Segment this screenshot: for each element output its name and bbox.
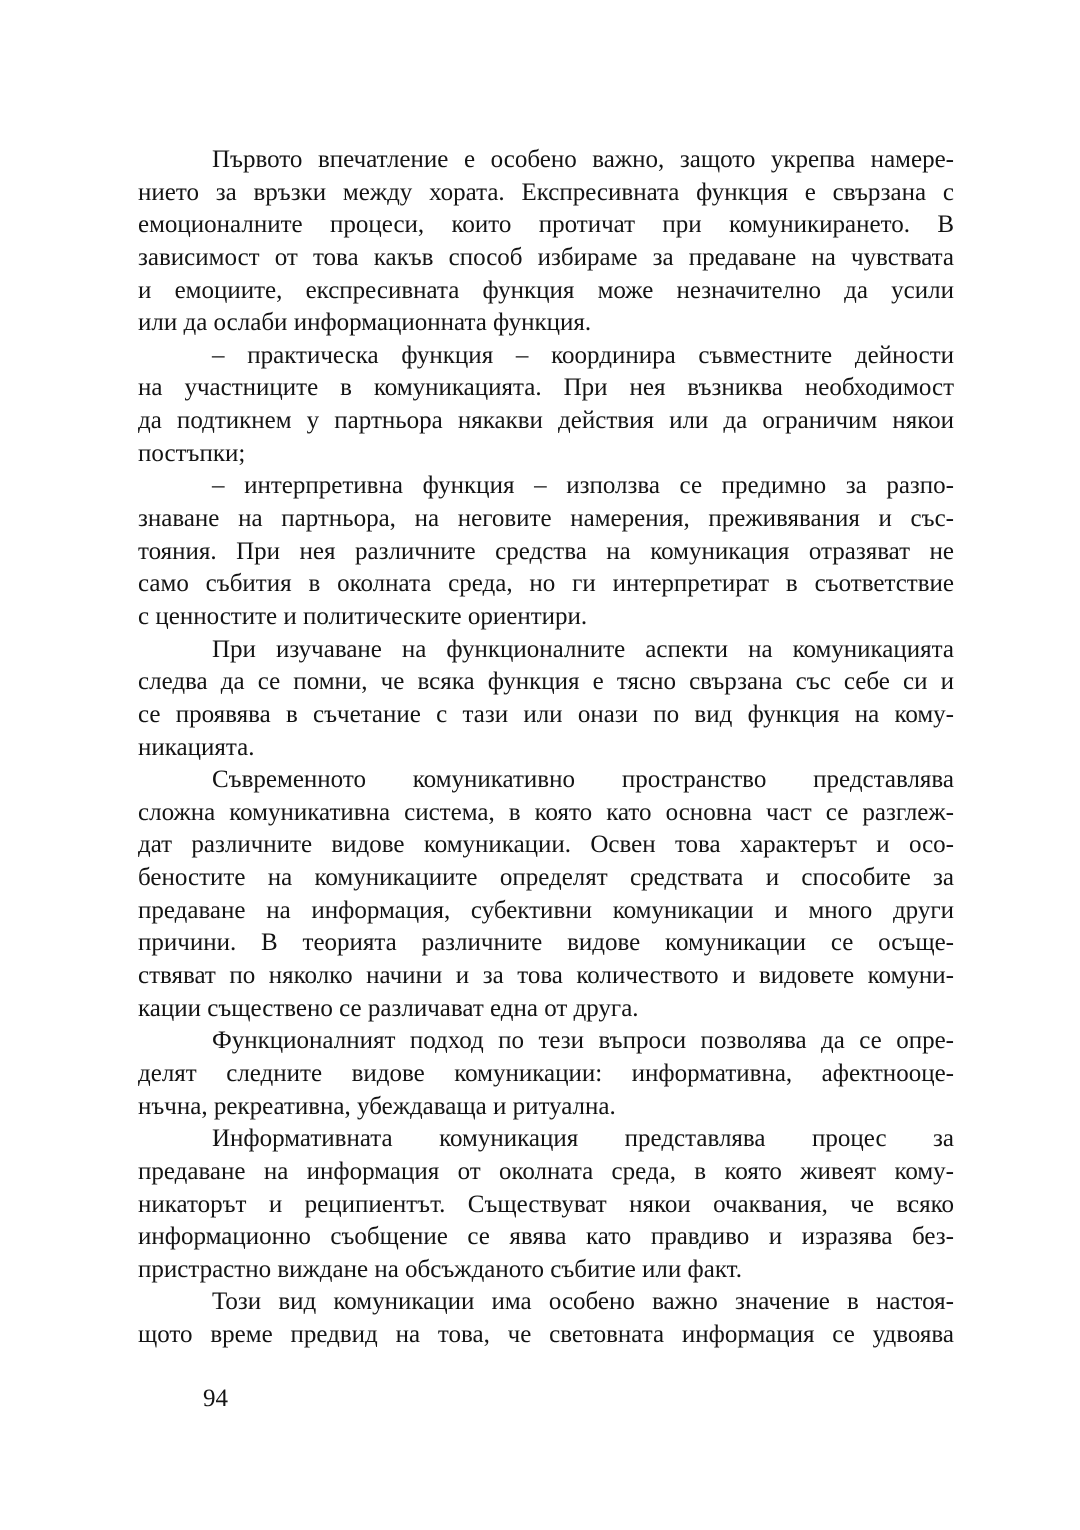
text-line: беностите на комуникациите определят средствата и способите за: [138, 864, 954, 892]
text-line: кации съществено се различават една от друга.: [138, 994, 639, 1022]
text-line: нието за връзки между хората. Експресивната функция е свързана с: [138, 178, 954, 206]
text-line: знаване на партньора, на неговите намерения, преживявания и със-: [138, 505, 954, 533]
text-line: предаване на информация от околната среда, в която живеят кому-: [138, 1157, 954, 1185]
text-line: информационно съобщение се явява като правдиво и изразява без-: [138, 1223, 954, 1251]
text-line: делят следните видове комуникации: информативна, афектнооце-: [138, 1059, 954, 1087]
text-line: следва да се помни, че всяка функция е тясно свързана със себе си и: [138, 668, 954, 696]
text-line: на участниците в комуникацията. При нея възниква необходимост: [138, 374, 954, 402]
text-line: постъпки;: [138, 439, 246, 467]
text-line: При изучаване на функционалните аспекти на комуникацията: [212, 635, 954, 663]
text-line: предаване на информация, субективни комуникации и много други: [138, 896, 954, 924]
text-line: Информативната комуникация представлява процес за: [212, 1125, 954, 1153]
text-line: щото време предвид на това, че световната информация се удвоява: [138, 1321, 954, 1349]
text-line: Първото впечатление е особено важно, защото укрепва намере-: [212, 146, 954, 173]
text-line: – интерпретивна функция – използва се предимно за разпо-: [212, 472, 954, 500]
text-line: Функционалният подход по тези въпроси позволява да се опре-: [212, 1027, 954, 1055]
text-line: пристрастно виждане на обсъжданото събитие или факт.: [138, 1255, 742, 1283]
body-text: [138, 144, 954, 1352]
text-line: причини. В теорията различните видове комуникации се осъще-: [138, 929, 954, 957]
text-line: ствяват по няколко начини и за това количеството и видовете комуни-: [138, 962, 954, 990]
text-line: дат различните видове комуникации. Освен това характерът и осо-: [138, 831, 954, 859]
page-number: 94: [203, 1385, 228, 1412]
text-line: с ценностите и политическите ориентири.: [138, 602, 588, 630]
text-line: да подтикнем у партньора някакви действия или да ограничим някои: [138, 407, 954, 435]
text-line: и емоциите, експресивната функция може незначително да усили: [138, 276, 954, 304]
text-line: никаторът и реципиентът. Съществуват някои очаквания, че всяко: [138, 1190, 954, 1218]
text-line: сложна комуникативна система, в която като основна част се разглеж-: [138, 798, 954, 826]
text-line: се проявява в съчетание с тази или онази по вид функция на кому-: [138, 700, 954, 728]
text-line: емоционалните процеси, които протичат при комуникирането. В: [138, 211, 954, 239]
text-line: или да ослаби информационната функция.: [138, 309, 592, 337]
text-line: тояния. При нея различните средства на комуникация отразяват не: [138, 537, 954, 565]
text-line: само събития в околната среда, но ги интерпретират в съответствие: [138, 570, 954, 598]
text-line: зависимост от това какъв способ избираме за предаване на чувствата: [138, 243, 954, 271]
text-line: никацията.: [138, 733, 255, 761]
text-line: – практическа функция – координира съвместните дейности: [212, 341, 954, 369]
text-line: Този вид комуникации има особено важно значение в настоя-: [212, 1288, 954, 1316]
text-line: нъчна, рекреативна, убеждаваща и ритуална.: [138, 1092, 616, 1120]
text-line: Съвременното комуникативно пространство представлява: [212, 766, 954, 794]
